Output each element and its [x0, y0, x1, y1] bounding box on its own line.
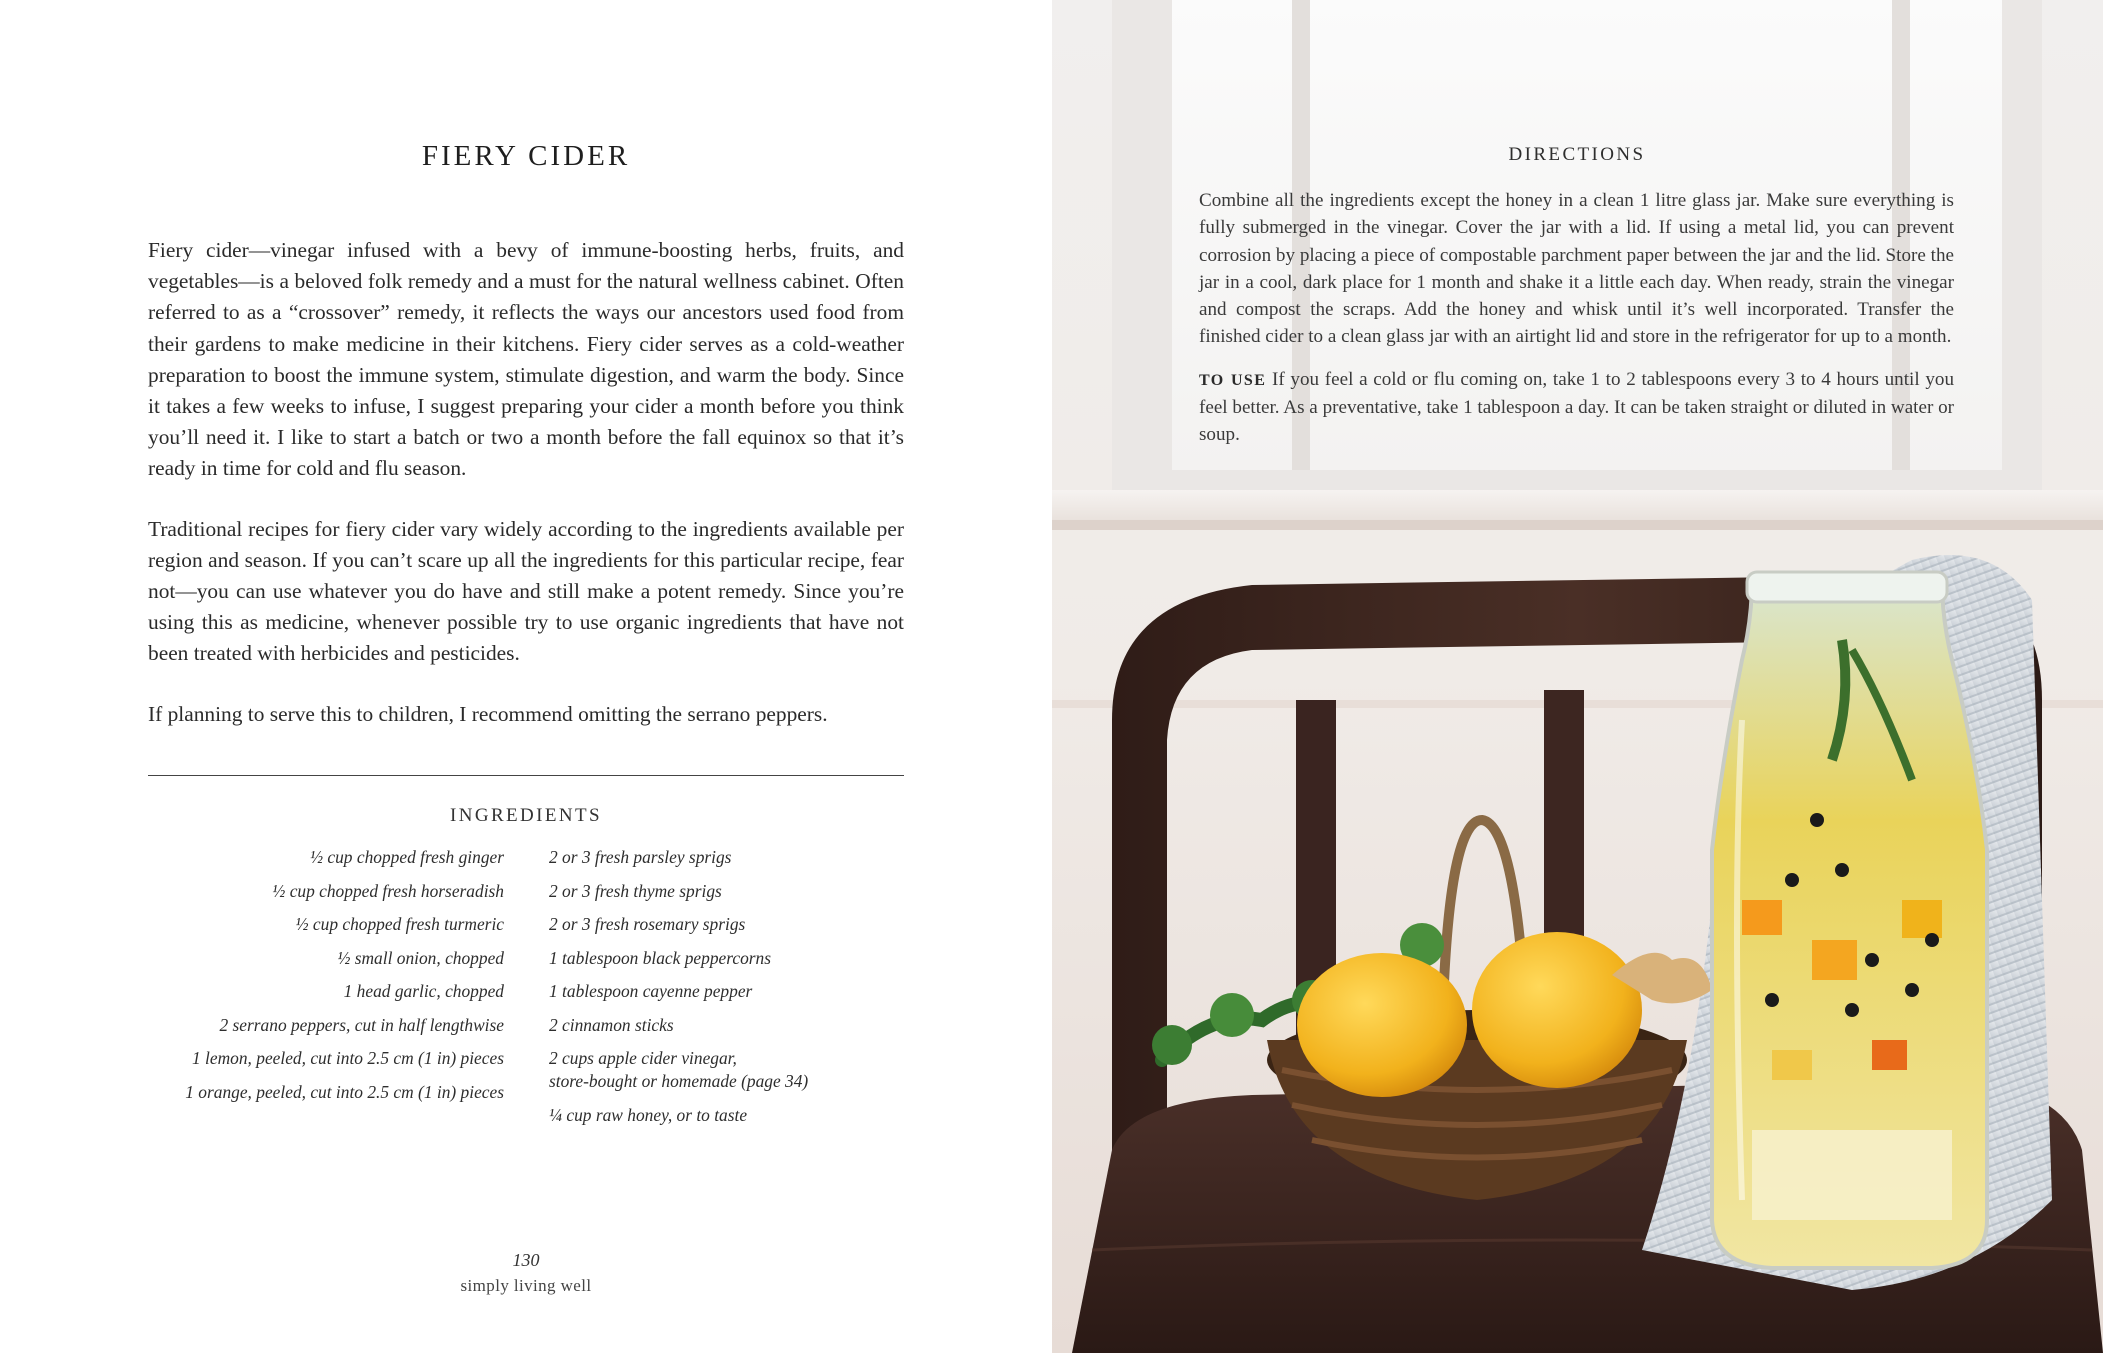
section-divider: [148, 775, 904, 776]
to-use-text: If you feel a cold or flu coming on, take 1 to 2 tablespoons every 3 to 4 hours until you feel better. As a preventative, take 1 tablespoon a day. It can be taken straight or diluted in water or soup.: [1199, 368, 1954, 446]
directions-body: [1199, 187, 1954, 464]
ingredient-item: ½ small onion, chopped: [337, 947, 504, 968]
ingredient-item: ½ cup chopped fresh ginger: [310, 847, 504, 867]
ingredient-item: ½ cup chopped fresh horseradish: [272, 880, 504, 901]
page-number: 130: [512, 1250, 540, 1270]
ingredient-item: 1 head garlic, chopped: [343, 981, 504, 1001]
ingredient-item: 1 tablespoon cayenne pepper: [549, 981, 753, 1001]
ingredient-item: ¼ cup raw honey, or to taste: [549, 1104, 748, 1125]
ingredient-item: 2 cups apple cider vinegar, store-bought or homemade (page 34): [549, 1048, 809, 1091]
ingredient-item: 1 tablespoon black peppercorns: [549, 947, 772, 968]
ingredient-item: 1 orange, peeled, cut into 2.5 cm (1 in) pieces: [185, 1081, 504, 1102]
intro-paragraph: If planning to serve this to children, I recommend omitting the serrano peppers.: [148, 701, 828, 726]
recipe-title: FIERY CIDER: [421, 140, 631, 172]
ingredient-item: 2 or 3 fresh parsley sprigs: [549, 847, 732, 867]
ingredients-right-column: [549, 846, 949, 1137]
intro-paragraph: Traditional recipes for fiery cider vary widely according to the ingredients available per region and season. If you can’t scare up all the ingredients for this particular recipe, fear not—you can use whatever you do have and still make a potent remedy. Since you’re using this as medicine, whenever possible try to use organic ingredients that have not been treated with herbicides and pesticides.: [148, 516, 904, 666]
ingredients-heading: INGREDIENTS: [450, 805, 602, 826]
to-use-label: TO USE: [1199, 371, 1267, 389]
ingredient-item: 2 or 3 fresh rosemary sprigs: [549, 914, 746, 934]
running-footer: simply living well: [460, 1276, 592, 1295]
recipe-intro: [148, 235, 904, 759]
directions-heading: DIRECTIONS: [1508, 144, 1646, 165]
ingredient-item: 2 serrano peppers, cut in half lengthwise: [219, 1014, 504, 1035]
directions-paragraph: Combine all the ingredients except the honey in a clean 1 litre glass jar. Make sure everything is fully submerged in the vinegar. Cover the jar with a lid. If using a metal lid, you can prevent corrosion by placing a piece of compostable parchment paper between the jar and the lid. Store the jar in a cool, dark place for 1 month and shake it a little each day. When ready, strain the vinegar and compost the scraps. Add the honey and whisk until it’s well incorporated. Transfer the finished cider to a clean glass jar with an airtight lid and store in the refrigerator for up to a month.: [1199, 190, 1954, 348]
to-use-paragraph: [1199, 366, 1954, 449]
ingredients-left-column: [148, 846, 504, 1114]
ingredient-item: 2 cinnamon sticks: [549, 1014, 674, 1035]
ingredient-item: 2 or 3 fresh thyme sprigs: [549, 880, 722, 901]
ingredient-item: ½ cup chopped fresh turmeric: [295, 914, 504, 934]
ingredient-item: 1 lemon, peeled, cut into 2.5 cm (1 in) pieces: [192, 1048, 504, 1068]
intro-paragraph: Fiery cider—vinegar infused with a bevy of immune-boosting herbs, fruits, and vegetables—is a beloved folk remedy and a must for the natural wellness cabinet. Often referred to as a “crossover” remedy, it reflects the ways our ancestors used food from their gardens to make medicine in their kitchens. Fiery cider serves as a cold-weather preparation to boost the immune system, stimulate digestion, and warm the body. Since it takes a few weeks to infuse, I suggest preparing your cider a month before you think you’ll need it. I like to start a batch or two a month before the fall equinox so that it’s ready in time for cold and flu season.: [148, 238, 904, 481]
